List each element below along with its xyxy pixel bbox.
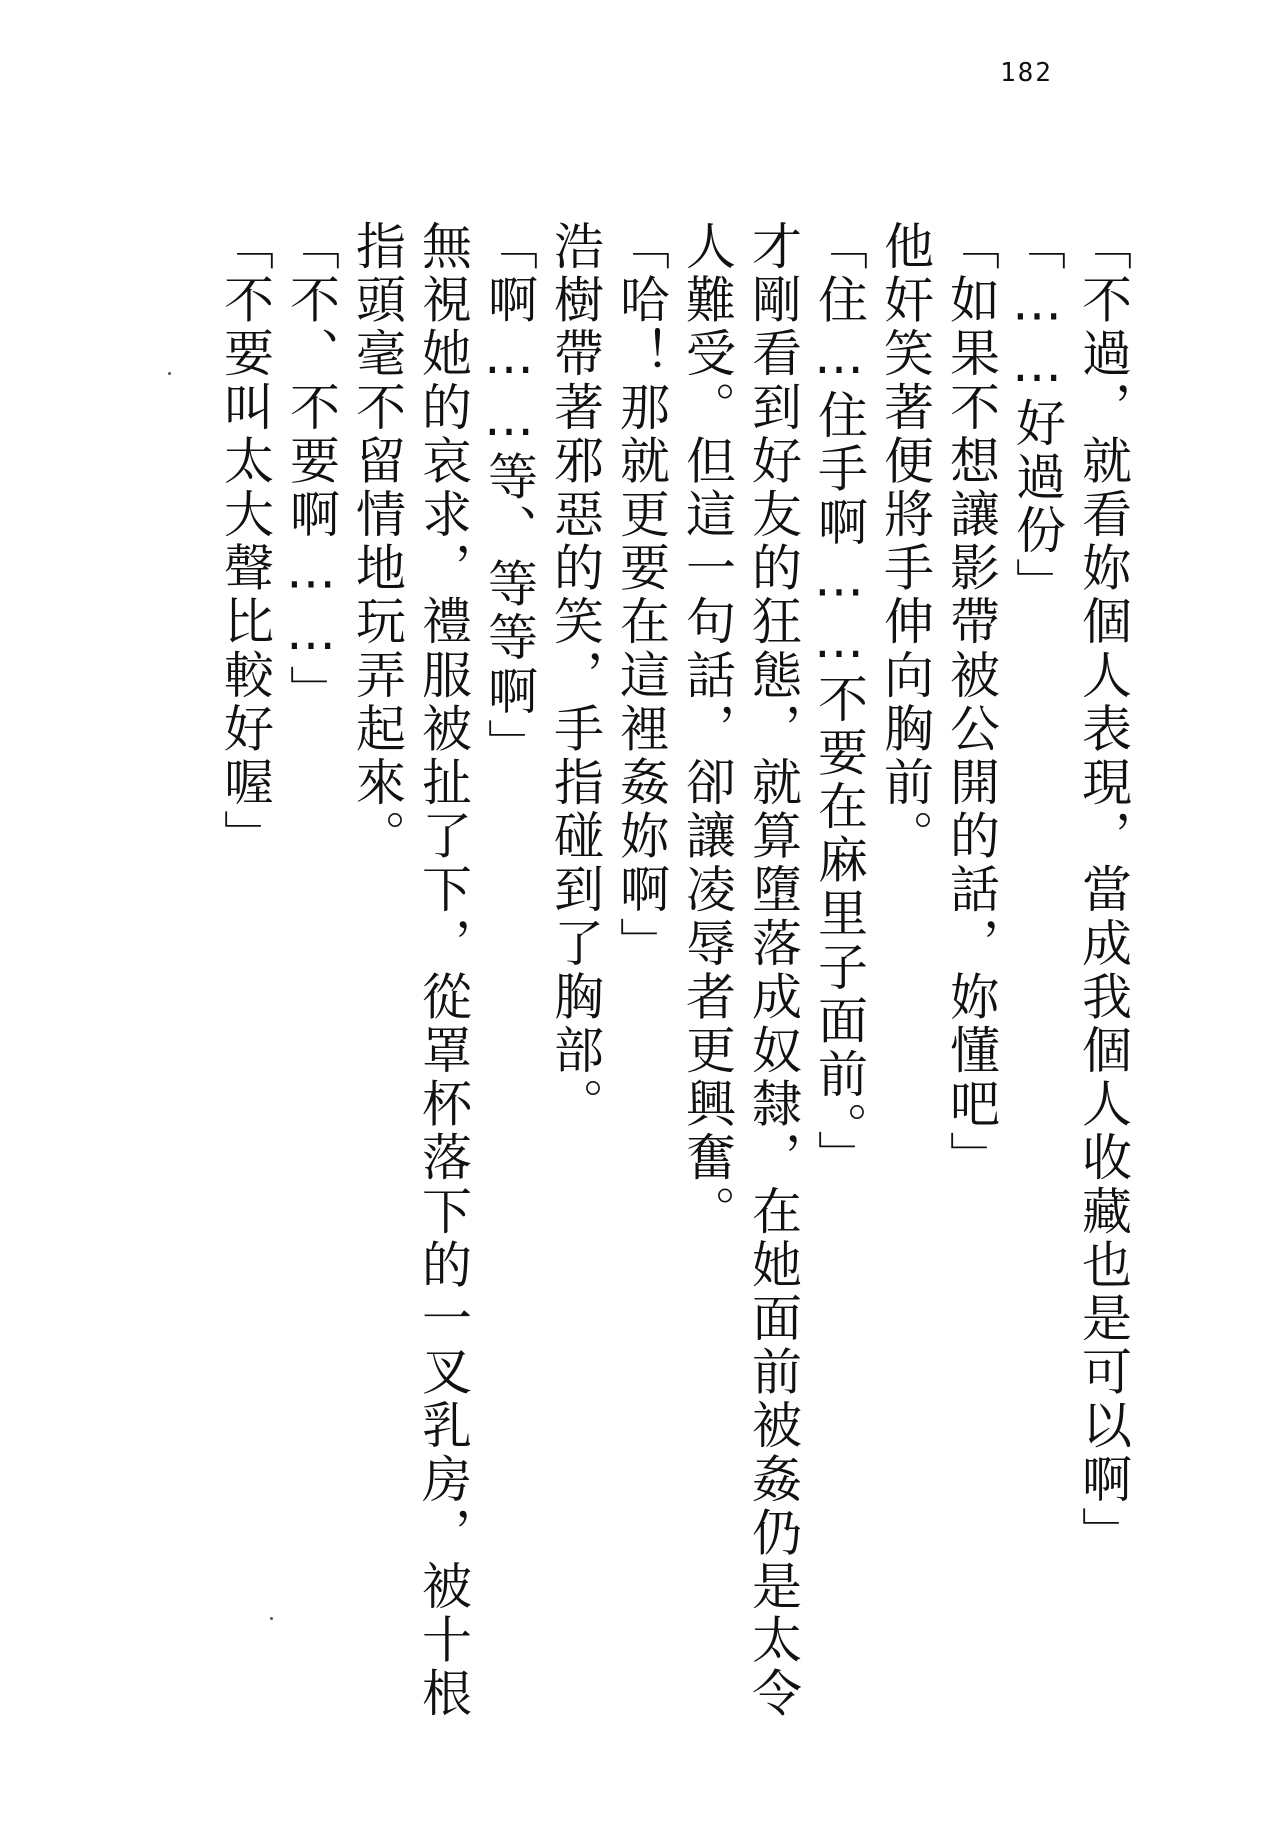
text-column: 「如果不想讓影帶被公開的話，妳懂吧」 <box>942 220 1000 1185</box>
text-column: 浩樹帶著邪惡的笑，手指碰到了胸部。 <box>546 220 604 1132</box>
text-column: 人難受。但這一句話，卻讓凌辱者更興奮。 <box>678 220 736 1239</box>
text-column: 才剛看到好友的狂態，就算墮落成奴隸，在她面前被姦仍是太令 <box>744 220 802 1721</box>
page-number: 182 <box>1000 58 1053 88</box>
text-column: 「住…住手啊……不要在麻里子面前。」 <box>810 220 868 1184</box>
text-column: 「不過，就看妳個人表現，當成我個人收藏也是可以啊」 <box>1074 220 1132 1560</box>
scan-speck <box>168 372 171 375</box>
text-column: 「……好過份」 <box>1008 220 1066 612</box>
text-column: 「不要叫太大聲比較好喔」 <box>216 220 274 864</box>
text-column: 他奸笑著便將手伸向胸前。 <box>876 220 934 864</box>
scan-speck <box>270 1617 273 1620</box>
text-column: 指頭毫不留情地玩弄起來。 <box>348 220 406 864</box>
text-column: 「啊……等、等等啊」 <box>480 220 538 772</box>
text-column: 「哈！那就更要在這裡姦妳啊」 <box>612 220 670 971</box>
text-column: 無視她的哀求，禮服被扯了下，從罩杯落下的一叉乳房，被十根 <box>414 220 472 1721</box>
text-column: 「不、不要啊……」 <box>282 220 340 719</box>
